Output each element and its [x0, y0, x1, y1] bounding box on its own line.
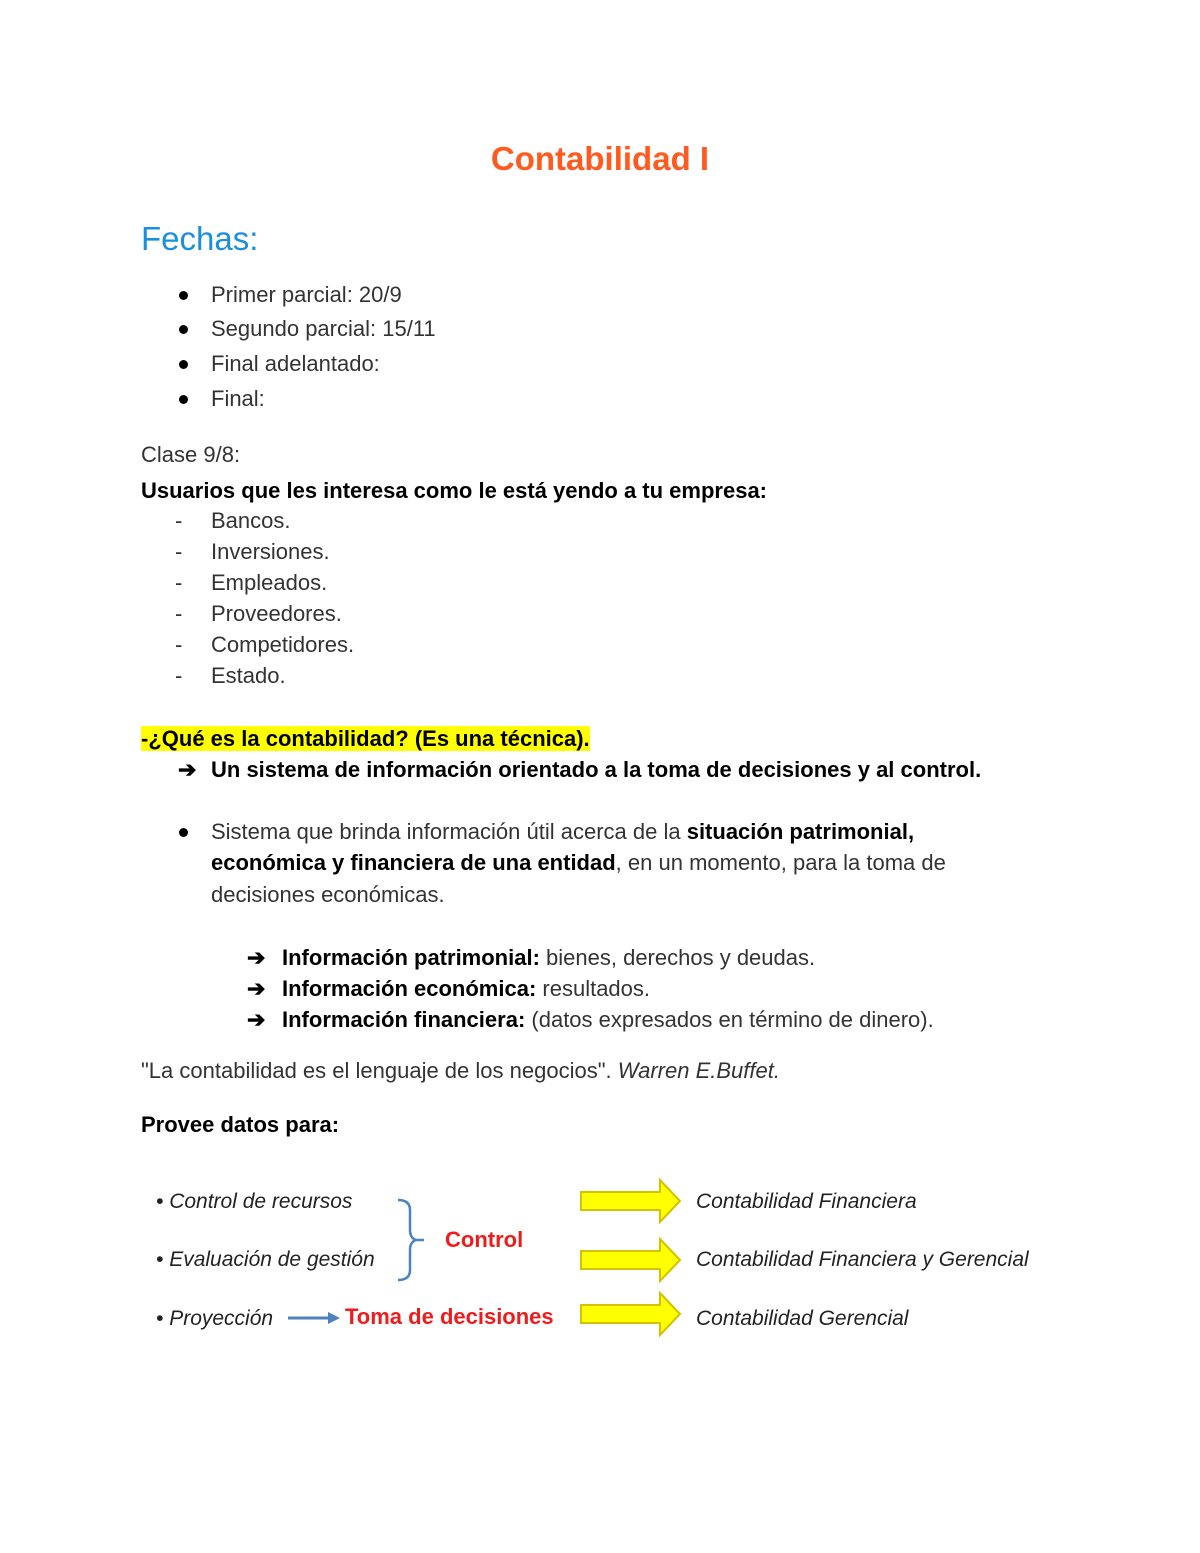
- diagram-right-item: Contabilidad Financiera y Gerencial: [696, 1248, 1029, 1271]
- diagram-left-text: Control de recursos: [169, 1190, 353, 1213]
- info-item: [282, 976, 650, 1002]
- highlighted-question: -¿Qué es la contabilidad? (Es una técnica).: [141, 726, 590, 751]
- arrow-right-icon: ➔: [178, 757, 197, 782]
- question-line: [141, 726, 590, 752]
- bullet-icon: [179, 325, 188, 334]
- yellow-arrow-icon: [581, 1180, 680, 1222]
- list-item: Final:: [211, 386, 265, 411]
- info-text: (datos expresados en término de dinero).: [525, 1007, 934, 1032]
- arrow-right-icon: ➔: [247, 945, 266, 970]
- info-item: [282, 945, 815, 971]
- usuarios-heading: Usuarios que les interesa como le está yendo a tu empresa:: [141, 478, 768, 503]
- provee-heading: Provee datos para:: [141, 1112, 340, 1137]
- info-label: Información patrimonial:: [282, 945, 540, 970]
- diagram: [150, 1170, 1070, 1350]
- list-item: Segundo parcial: 15/11: [211, 316, 436, 341]
- info-label: Información financiera:: [282, 1007, 526, 1032]
- quote-text: "La contabilidad es el lenguaje de los negocios".: [141, 1058, 618, 1083]
- info-text: bienes, derechos y deudas.: [539, 945, 816, 970]
- info-label: Información económica:: [282, 976, 537, 1001]
- bold-text: económica y financiera de una entidad: [211, 850, 616, 875]
- quote: [141, 1058, 780, 1084]
- diagram-left-item: • Control de recursos: [156, 1190, 353, 1213]
- dash-icon: -: [175, 570, 183, 595]
- text: , en un momento, para la toma de: [615, 850, 946, 875]
- dash-icon: -: [175, 663, 183, 688]
- bullet-icon: [179, 828, 188, 837]
- dash-icon: -: [175, 632, 183, 657]
- brace-icon: [398, 1200, 416, 1280]
- diagram-left-item: • Evaluación de gestión: [156, 1248, 375, 1271]
- sistema-line-3: decisiones económicas.: [211, 882, 445, 907]
- diagram-right-item: Contabilidad Gerencial: [696, 1307, 909, 1330]
- dash-icon: -: [175, 508, 183, 533]
- sistema-line-1: [211, 819, 914, 845]
- text: Sistema que brinda información útil acerca de la: [211, 819, 687, 844]
- diagram-left-text: Evaluación de gestión: [169, 1248, 375, 1271]
- diagram-left-item: • Proyección: [156, 1307, 274, 1330]
- page-title: Contabilidad I: [490, 140, 710, 177]
- answer-line: Un sistema de información orientado a la toma de decisiones y al control.: [211, 757, 982, 782]
- arrow-right-icon: ➔: [247, 976, 266, 1001]
- list-item: Primer parcial: 20/9: [211, 282, 402, 307]
- bullet-icon: [179, 291, 188, 300]
- diagram-left-text: Proyección: [169, 1307, 274, 1330]
- clase-label: Clase 9/8:: [141, 442, 241, 467]
- list-item: Inversiones.: [211, 539, 330, 564]
- dash-icon: -: [175, 601, 183, 626]
- sistema-line-2: [211, 850, 946, 876]
- list-item: Proveedores.: [211, 601, 342, 626]
- toma-label: Toma de decisiones: [345, 1304, 554, 1329]
- arrow-right-icon: ➔: [247, 1007, 266, 1032]
- control-label: Control: [445, 1227, 524, 1252]
- yellow-arrow-icon: [581, 1239, 680, 1281]
- list-item: Competidores.: [211, 632, 355, 657]
- blue-arrow-head: [328, 1312, 340, 1324]
- dash-icon: -: [175, 539, 183, 564]
- info-text: resultados.: [536, 976, 651, 1001]
- bullet-icon: [179, 360, 188, 369]
- list-item: Empleados.: [211, 570, 328, 595]
- list-item: Estado.: [211, 663, 286, 688]
- bullet-icon: [179, 395, 188, 404]
- yellow-arrow-icon: [581, 1293, 680, 1335]
- diagram-right-item: Contabilidad Financiera: [696, 1190, 917, 1213]
- info-item: [282, 1007, 934, 1033]
- list-item: Final adelantado:: [211, 351, 380, 376]
- bold-text: situación patrimonial,: [686, 819, 915, 844]
- quote-author: Warren E.Buffet.: [617, 1058, 780, 1083]
- list-item: Bancos.: [211, 508, 291, 533]
- fechas-heading: Fechas:: [141, 220, 259, 257]
